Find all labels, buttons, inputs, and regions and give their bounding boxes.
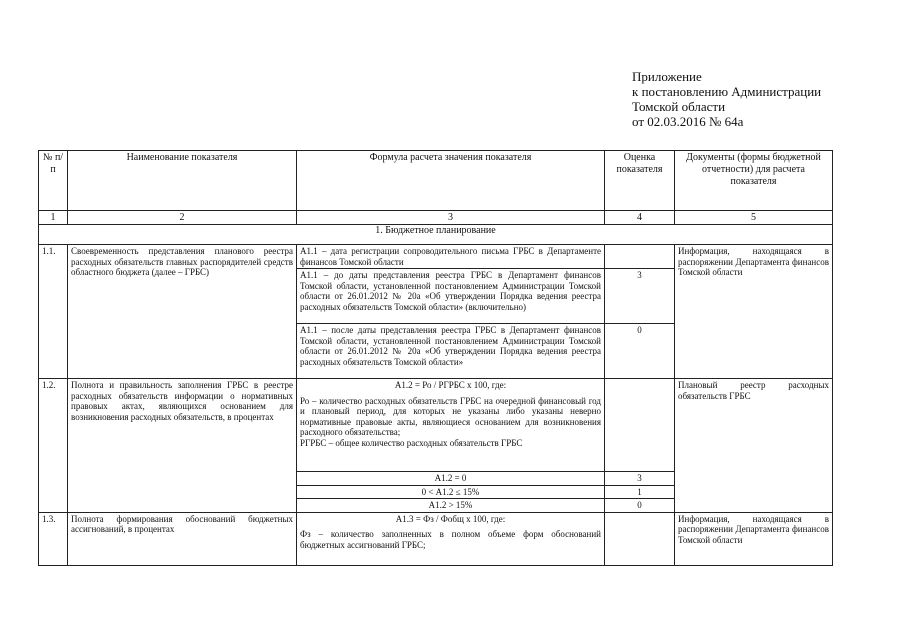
header-score: Оценка показателя [605,151,675,211]
formula-description: РГРБС – общее количество расходных обязательств ГРБС [300,437,523,448]
appendix-header [632,69,821,129]
formula-cell [297,379,605,472]
appendix-line-1: Приложение [632,69,702,84]
row-name: Своевременность представления планового реестра расходных обязательств главных распорядителей средств областного бюджета (далее – ГРБС) [68,245,297,379]
section-title: 1. Бюджетное планирование [39,225,833,245]
score-cell: 0 [605,324,675,379]
appendix-line-3: Томской области [632,99,726,114]
col-number: 2 [68,211,297,225]
formula-cell: А1.1 – до даты представления реестра ГРБС в Департамент финансов Томской области, установленной постановлением Администрации Томской области от 26.01.2012 № 20а «Об утверждении Порядка ведения реестра расходных обязательств Томской области» (включительно) [297,269,605,324]
col-number: 1 [39,211,68,225]
col-number: 5 [675,211,833,225]
table-row [39,245,833,269]
indicators-table [38,150,833,566]
row-docs: Плановый реестр расходных обязательств ГРБС [675,379,833,513]
formula-cell: А1.1 – дата регистрации сопроводительного письма ГРБС в Департаменте финансов Томской области [297,245,605,269]
condition-cell: А1.2 = 0 [297,472,605,486]
formula-description: Фз – количество заполненных в полном объеме форм обоснований бюджетных ассигнований ГРБС; [300,529,601,550]
condition-cell: 0 < А1.2 ≤ 15% [297,485,605,499]
row-num: 1.2. [39,379,68,513]
row-docs: Информация, находящаяся в распоряжении Департамента финансов Томской области [675,245,833,379]
row-name: Полнота формирования обоснований бюджетных ассигнований, в процентах [68,512,297,565]
column-numbers-row [39,211,833,225]
table-header-row [39,151,833,211]
score-cell [605,245,675,269]
formula-cell [297,512,605,565]
header-formula: Формула расчета значения показателя [297,151,605,211]
section-row [39,225,833,245]
col-number: 3 [297,211,605,225]
score-cell [605,379,675,472]
formula-main: А1.3 = Фз / Фобщ х 100, где: [395,513,506,524]
row-name: Полнота и правильность заполнения ГРБС в реестре расходных обязательств информации о нормативных правовых актах, являющихся основанием для возникновения расходных обязательств, в процентах [68,379,297,513]
formula-cell: А1.1 – после даты представления реестра ГРБС в Департамент финансов Томской области, установленной постановлением Администрации Томской области от 26.01.2012 № 20а «Об утверждении Порядка ведения реестра расходных обязательств Томской области» [297,324,605,379]
col-number: 4 [605,211,675,225]
condition-cell: А1.2 > 15% [297,499,605,513]
score-cell: 3 [605,269,675,324]
score-cell: 3 [605,472,675,486]
formula-description: Ро – количество расходных обязательств ГРБС на очередной финансовый год и плановый период, для которых не указаны либо указаны неверно нормативные правовые акты, являющиеся основанием для возникновения расходного обязательства; [300,395,601,437]
header-docs: Документы (формы бюджетной отчетности) для расчета показателя [675,151,833,211]
score-cell: 0 [605,499,675,513]
appendix-line-4: от 02.03.2016 № 64а [632,114,744,129]
header-name: Наименование показателя [68,151,297,211]
formula-main: А1.2 = Ро / РГРБС х 100, где: [394,380,507,390]
score-cell [605,512,675,565]
appendix-line-2: к постановлению Администрации [632,84,822,99]
table-row [39,512,833,565]
row-num: 1.1. [39,245,68,379]
row-num: 1.3. [39,512,68,565]
header-num: № п/п [39,151,68,211]
row-docs: Информация, находящаяся в распоряжении Департамента финансов Томской области [675,512,833,565]
table-row [39,379,833,472]
score-cell: 1 [605,485,675,499]
